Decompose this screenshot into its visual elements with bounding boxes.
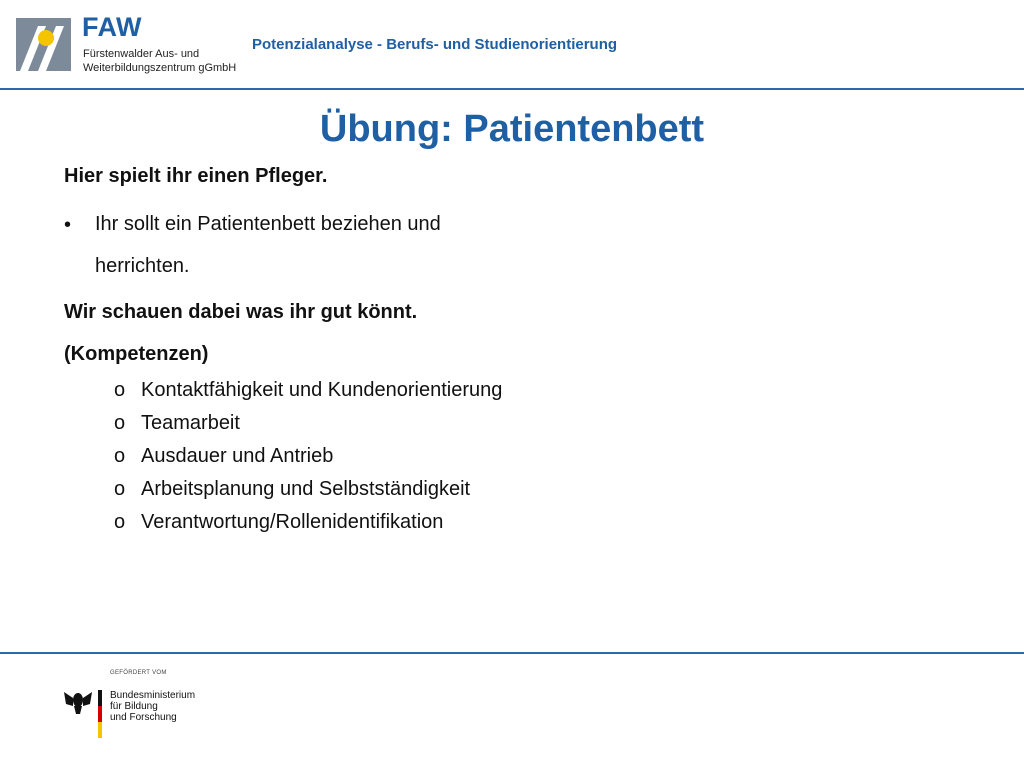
list-item: o Arbeitsplanung und Selbstständigkeit	[114, 478, 471, 500]
header-title: Potenzialanalyse - Berufs- und Studienorientierung	[252, 36, 618, 53]
competencies-heading: (Kompetenzen)	[64, 343, 209, 365]
footer-divider	[0, 652, 1024, 654]
bullet-text: Ihr sollt ein Patientenbett beziehen und herrichten.	[95, 213, 441, 277]
header-divider	[0, 88, 1024, 90]
circle-bullet-icon: o	[114, 379, 126, 401]
faw-logo-subtitle: Fürstenwalder Aus- und Weiterbildungszentrum gGmbH	[83, 48, 237, 74]
list-item: o Kontaktfähigkeit und Kundenorientierung	[114, 379, 503, 401]
circle-bullet-icon: o	[114, 412, 126, 434]
list-item: o Teamarbeit	[114, 412, 240, 434]
faw-logo-icon	[16, 18, 71, 71]
funder-label: GEFÖRDERT VOM	[110, 670, 167, 676]
list-item: o Ausdauer und Antrieb	[114, 445, 334, 467]
funder-name: Bundesministerium für Bildung und Forschung	[110, 690, 196, 723]
intro-line: Hier spielt ihr einen Pfleger.	[64, 165, 328, 187]
circle-bullet-icon: o	[114, 445, 126, 467]
slide-title: Übung: Patientenbett	[319, 108, 705, 150]
bullet-icon: •	[64, 214, 72, 236]
circle-bullet-icon: o	[114, 511, 126, 533]
circle-bullet-icon: o	[114, 478, 126, 500]
competency-list	[114, 379, 502, 544]
faw-logo-text: FAW	[82, 12, 142, 42]
list-item: o Verantwortung/Rollenidentifikation	[114, 511, 444, 533]
statement-line: Wir schauen dabei was ihr gut könnt.	[64, 301, 418, 323]
